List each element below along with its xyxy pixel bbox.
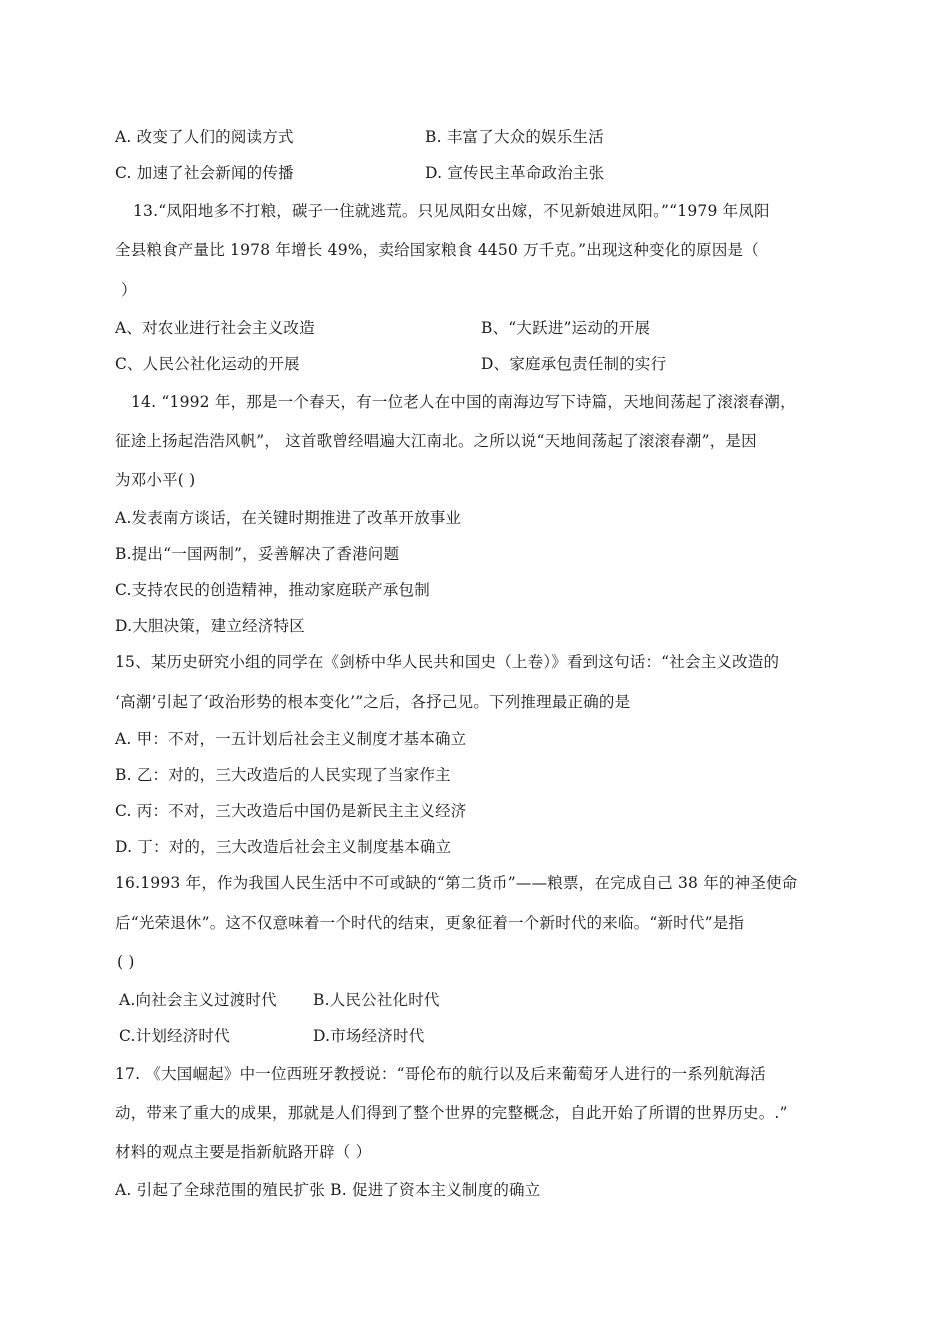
q17-option-ab: A. 引起了全球范围的殖民扩张 B. 促进了资本主义制度的确立 <box>115 1181 541 1199</box>
q13-option-d: D、家庭承包责任制的实行 <box>481 355 667 373</box>
q16-stem-line3: ( ) <box>117 953 135 971</box>
q12-option-d: D. 宣传民主革命政治主张 <box>425 164 605 182</box>
q14-option-a: A.发表南方谈话，在关键时期推进了改革开放事业 <box>115 509 462 527</box>
q13-option-a: A、对农业进行社会主义改造 <box>115 319 315 337</box>
q14-stem-line2: 征途上扬起浩浩风帆”， 这首歌曾经唱遍大江南北。之所以说“天地间荡起了滚滚春潮”，是因 <box>115 432 757 450</box>
q16-option-b: B.人民公社化时代 <box>313 991 440 1009</box>
q14-option-b: B.提出“一国两制”，妥善解决了香港问题 <box>115 545 400 563</box>
q15-option-a: A. 甲：不对，一五计划后社会主义制度才基本确立 <box>115 730 467 748</box>
q13-stem-line2: 全县粮食产量比 1978 年增长 49%，卖给国家粮食 4450 万千克。”出现这种变化的原因是（ <box>115 241 759 259</box>
q16-option-d: D.市场经济时代 <box>313 1027 425 1045</box>
q14-stem-line3: 为邓小平( ) <box>115 471 196 489</box>
q16-stem-line2: 后“光荣退休”。这不仅意味着一个时代的结束，更象征着一个新时代的来临。“新时代”是指 <box>115 914 745 932</box>
q13-stem-line3: ） <box>121 281 137 299</box>
q16-stem-line1: 16.1993 年，作为我国人民生活中不可或缺的“第二货币”——粮票，在完成自己 38 年的神圣使命 <box>115 874 798 892</box>
q14-stem-line1: 14. “1992 年，那是一个春天，有一位老人在中国的南海边写下诗篇，天地间荡起了滚滚春潮， <box>131 393 796 411</box>
q15-stem-line2: ‘高潮’引起了‘政治形势的根本变化’”之后，各抒己见。下列推理最正确的是 <box>115 693 631 711</box>
q15-option-b: B. 乙：对的，三大改造后的人民实现了当家作主 <box>115 766 451 784</box>
q12-option-c: C. 加速了社会新闻的传播 <box>115 164 294 182</box>
q15-option-c: C. 丙：不对，三大改造后中国仍是新民主主义经济 <box>115 802 467 820</box>
q17-stem-line3: 材料的观点主要是指新航路开辟（ ） <box>115 1143 372 1161</box>
q12-option-b: B. 丰富了大众的娱乐生活 <box>425 128 604 146</box>
q15-option-d: D. 丁：对的，三大改造后社会主义制度基本确立 <box>115 838 452 856</box>
q14-option-d: D.大胆决策，建立经济特区 <box>115 617 305 635</box>
q13-option-c: C、人民公社化运动的开展 <box>115 355 300 373</box>
q12-option-a: A. 改变了人们的阅读方式 <box>115 128 294 146</box>
q17-stem-line1: 17. 《大国崛起》中一位西班牙教授说：“哥伦布的航行以及后来葡萄牙人进行的一系列航海活 <box>115 1065 766 1083</box>
q16-option-a: A.向社会主义过渡时代 <box>119 991 277 1009</box>
q13-stem-line1: 13.“凤阳地多不打粮，碳子一住就逃荒。只见凤阳女出嫁，不见新娘进凤阳。”“1979 年凤阳 <box>133 202 770 220</box>
q14-option-c: C.支持农民的创造精神，推动家庭联产承包制 <box>115 581 430 599</box>
q17-stem-line2: 动，带来了重大的成果，那就是人们得到了整个世界的完整概念，自此开始了所谓的世界历史。.” <box>115 1104 788 1122</box>
q13-option-b: B、“大跃进”运动的开展 <box>481 319 651 337</box>
q15-stem-line1: 15、某历史研究小组的同学在《剑桥中华人民共和国史（上卷）》看到这句话：“社会主义改造的 <box>115 653 780 671</box>
q16-option-c: C.计划经济时代 <box>119 1027 230 1045</box>
